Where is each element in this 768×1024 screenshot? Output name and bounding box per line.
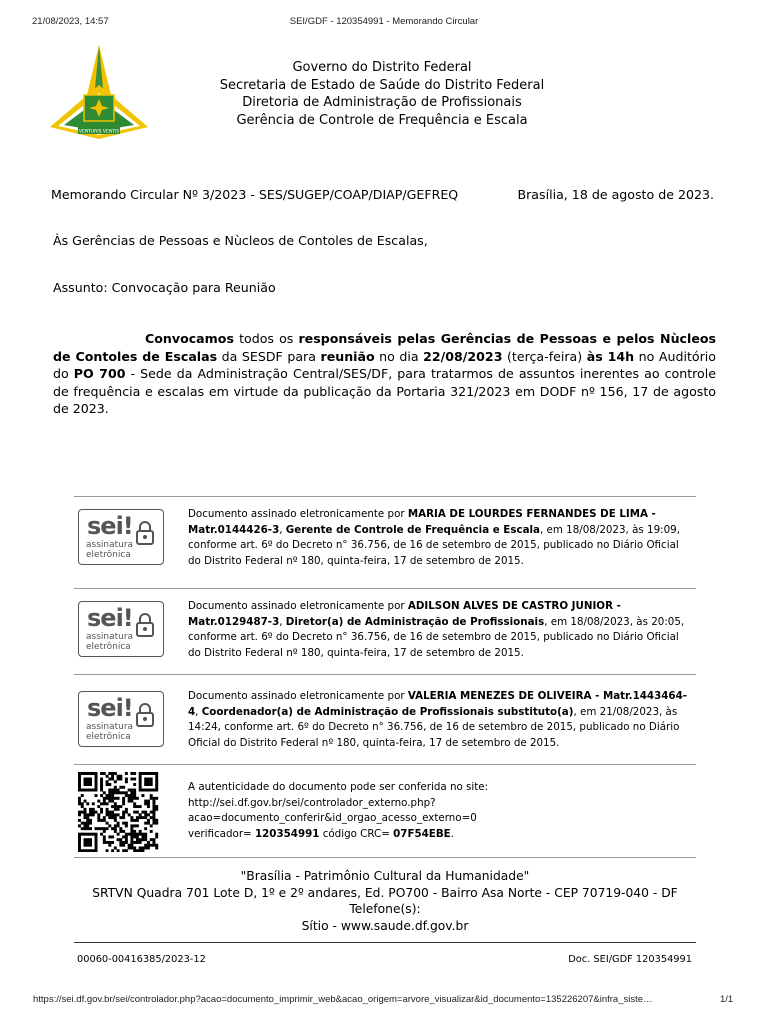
gdf-coat-of-arms-icon bbox=[48, 43, 150, 141]
signature-divider bbox=[74, 674, 696, 675]
footer-motto: "Brasília - Patrimônio Cultural da Humanidade" bbox=[240, 869, 530, 883]
print-title: SEI/GDF - 120354991 - Memorando Circular bbox=[289, 16, 479, 27]
sei-seal-icon: sei! assinatura eletrônica bbox=[78, 691, 164, 747]
letterhead-line-1: Governo do Distrito Federal bbox=[292, 60, 472, 75]
print-datetime: 21/08/2023, 14:57 bbox=[32, 16, 109, 27]
sei-seal-icon: sei! assinatura eletrônica bbox=[78, 509, 164, 565]
signature-divider bbox=[74, 588, 696, 589]
footer-site: Sítio - www.saude.df.gov.br bbox=[301, 918, 469, 933]
memo-body: Convocamos todos os responsáveis pelas Gerências de Pessoas e pelos Nùcleos de Contoles de Escalas da SESDF para reunião no dia 22/08/2023 (terça-feira) às 14h no Auditório do PO 700 - Sede da Administração Central/SES/DF, para tratarmos de assuntos inerentes ao controle de frequência e escalas em virtude da publicação da Portaria 321/2023 em DODF nº 156, 17 de agosto de 2023. bbox=[53, 331, 717, 416]
memo-date: Brasília, 18 de agosto de 2023. bbox=[517, 187, 714, 202]
memo-addressee: Às Gerências de Pessoas e Nùcleos de Contoles de Escalas, bbox=[53, 233, 428, 248]
footer-address: SRTVN Quadra 701 Lote D, 1º e 2º andares, Ed. PO700 - Bairro Asa Norte - CEP 70719-040 - DF bbox=[92, 885, 678, 900]
verification-divider bbox=[74, 857, 696, 858]
footer-phone: Telefone(s): bbox=[349, 902, 421, 916]
signature-divider bbox=[74, 496, 696, 497]
signature-text: Documento assinado eletronicamente por VALERIA MENEZES DE OLIVEIRA - Matr.1443464-4, Coordenador(a) de Administração de Profissionais substituto(a), em 21/08/2023, às 14:24, conforme art. 6º do Decreto n° 36.756, de 16 de setembro de 2015, publicado no Diário Oficial do Distrito Federal nº 180, quinta-feira, 17 de setembro de 2015. bbox=[188, 690, 688, 749]
signature-text: Documento assinado eletronicamente por MARIA DE LOURDES FERNANDES DE LIMA - Matr.0144426-3, Gerente de Controle de Frequência e Escala, em 18/08/2023, às 19:09, conforme art. 6º do Decreto n° 36.756, de 16 de setembro de 2015, publicado no Diário Oficial do Distrito Federal nº 180, quinta-feira, 17 de setembro de 2015. bbox=[188, 508, 680, 567]
verification-divider bbox=[74, 764, 696, 765]
signature-text: Documento assinado eletronicamente por ADILSON ALVES DE CASTRO JUNIOR - Matr.0129487-3, Diretor(a) de Administração de Profissionais, em 18/08/2023, às 20:05, conforme art. 6º do Decreto n° 36.756, de 16 de setembro de 2015, publicado no Diário Oficial do Distrito Federal nº 180, quinta-feira, 17 de setembro de 2015. bbox=[188, 600, 685, 659]
letterhead-line-3: Diretoria de Administração de Profissionais bbox=[242, 95, 522, 110]
letterhead-line-2: Secretaria de Estado de Saúde do Distrito Federal bbox=[219, 77, 545, 93]
print-url: https://sei.df.gov.br/sei/controlador.php?acao=documento_imprimir_web&acao_origem=arvore_visualizar&id_documento=135226207&infra_siste… bbox=[33, 994, 653, 1005]
sei-seal-icon: sei! assinatura eletrônica bbox=[78, 601, 164, 657]
memo-subject: Assunto: Convocação para Reunião bbox=[53, 280, 276, 295]
svg-text:VENTURIS VENTIS: VENTURIS VENTIS bbox=[78, 129, 120, 135]
letterhead-line-4: Gerência de Controle de Frequência e Escala bbox=[236, 112, 528, 128]
verification-text: A autenticidade do documento pode ser conferida no site: http://sei.df.gov.br/sei/controlador_externo.php? acao=documento_conferir&id_orgao_acesso_externo=0 verificador= 120354991 código CRC= 07F54EBE. bbox=[188, 781, 489, 840]
qr-code-icon bbox=[78, 772, 160, 852]
print-page-number: 1/1 bbox=[720, 994, 734, 1005]
doc-reference: Doc. SEI/GDF 120354991 bbox=[568, 954, 692, 965]
footer-divider bbox=[74, 942, 696, 943]
process-number: 00060-00416385/2023-12 bbox=[77, 954, 206, 965]
memo-number: Memorando Circular Nº 3/2023 - SES/SUGEP/COAP/DIAP/GEFREQ bbox=[51, 187, 459, 202]
